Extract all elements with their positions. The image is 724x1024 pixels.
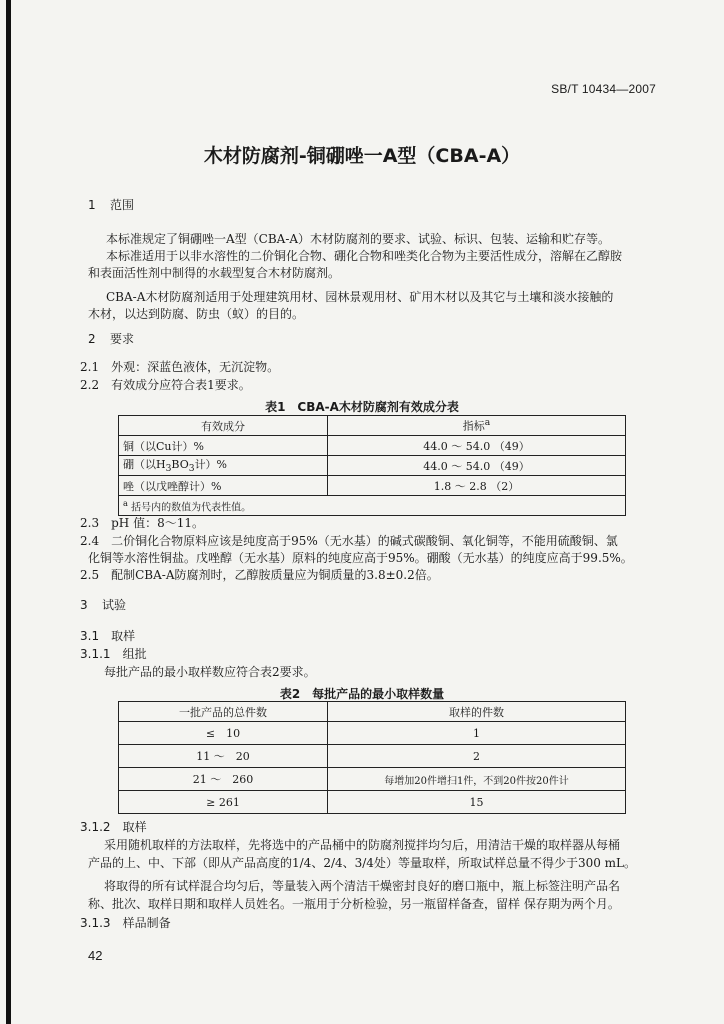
section-3-heading: 3 试验: [80, 598, 127, 612]
clause-2-2: [80, 377, 251, 393]
paragraph-line: 本标准适用于以非水溶性的二价铜化合物、硼化合物和唑类化合物为主要活性成分，溶解在乙醇胺: [106, 249, 623, 263]
document-code: SB/T 10434—2007: [551, 82, 656, 96]
section-title: 范围: [110, 198, 135, 212]
table-2: [118, 701, 626, 814]
subsection-3-1-3-heading: 3.1.3 样品制备: [80, 916, 171, 930]
table-row: 铜（以Cu计）% 44.0 ～ 54.0 （49）: [119, 436, 626, 456]
clause-2-4-cont: 化铜等水溶性铜盐。戊唑醇（无水基）原料的纯度应高于95%。硼酸（无水基）的纯度应高于99.5%。: [88, 551, 633, 565]
table-row: 11 ～ 20 2: [119, 745, 626, 768]
table-row: 硼（以$H_3BO_3$计）% 44.0 ～ 54.0 （49）: [119, 456, 626, 476]
paragraph-line: 采用随机取样的方法取样，先将选中的产品桶中的防腐剂搅拌均匀后，用清洁干燥的取样器从每桶: [104, 838, 621, 852]
paragraph-line: 和表面活性剂中制得的水载型复合木材防腐剂。: [88, 266, 341, 280]
paragraph-line: 称、批次、取样日期和取样人员姓名。一瓶用于分析检验，另一瓶留样备查，留样 保存期为两个月。: [88, 897, 620, 911]
table-header-row: [119, 416, 626, 436]
table-1-caption: 表1 CBA-A木材防腐剂有效成分表: [265, 400, 459, 414]
header-component: 有效成分: [119, 416, 328, 436]
clause-text: 外观：深蓝色液体，无沉淀物。: [111, 360, 280, 374]
table-footnote-row: $^a$ 括号内的数值为代表性值。: [119, 496, 626, 516]
header-indicator: 指标$^a$: [328, 416, 626, 436]
document-title: 木材防腐剂-铜硼唑一A型（CBA-A）: [203, 145, 521, 167]
section-2-heading: [88, 330, 134, 347]
clause-2-5: 2.5 配制CBA-A防腐剂时，乙醇胺质量应为铜质量的3.8±0.2倍。: [80, 568, 439, 582]
table-1: [118, 415, 626, 516]
table-2-caption: 表2 每批产品的最小取样数量: [279, 687, 445, 701]
section-title: 要求: [110, 332, 135, 346]
paragraph-line: 本标准规定了铜硼唑一A型（CBA-A）木材防腐剂的要求、试验、标识、包装、运输和贮存等。: [106, 232, 611, 246]
subsection-3-1-heading: 3.1 取样: [80, 629, 136, 643]
section-number: 2: [88, 332, 96, 346]
table-header-row: 一批产品的总件数 取样的件数: [119, 702, 626, 722]
clause-number: 2.1: [80, 360, 100, 374]
table-row: ≥ 261 15: [119, 791, 626, 814]
section-1-heading: [88, 196, 134, 213]
clause-2-1: [80, 359, 279, 375]
clause-2-4: 2.4 二价铜化合物原料应该是纯度高于95%（无水基）的碱式碳酸铜、氧化铜等，不能用硫酸铜、氯: [80, 534, 618, 548]
table-row: 21 ～ 260 每增加20件增扫1件，不到20件按20件计: [119, 768, 626, 791]
table-row: ≤ 10 1: [119, 722, 626, 745]
subsection-3-1-1-heading: 3.1.1 组批: [80, 647, 147, 661]
clause-text: 有效成分应符合表1要求。: [111, 378, 251, 392]
clause-2-3: 2.3 pH 值：8～11。: [80, 516, 204, 530]
section-number: 1: [88, 198, 96, 212]
paragraph-line: 产品的上、中、下部（即从产品高度的1/4、2/4、3/4处）等量取样，所取试样总量不得少于300 mL。: [88, 856, 637, 870]
page-number: 42: [88, 948, 103, 963]
paragraph-line: 将取得的所有试样混合均匀后，等量装入两个清洁干燥密封良好的磨口瓶中，瓶上标签注明产品名: [104, 879, 621, 893]
subsection-3-1-2-heading: 3.1.2 取样: [80, 820, 147, 834]
paragraph-line: CBA-A木材防腐剂适用于处理建筑用材、园林景观用材、矿用木材以及其它与土壤和淡水接触的: [106, 290, 614, 304]
paragraph-line: 木材，以达到防腐、防虫（蚁）的目的。: [88, 307, 305, 321]
clause-number: 2.2: [80, 378, 100, 392]
paragraph-line: 每批产品的最小取样数应符合表2要求。: [104, 665, 316, 679]
table-row: 唑（以戊唑醇计）% 1.8 ～ 2.8 （2）: [119, 476, 626, 496]
